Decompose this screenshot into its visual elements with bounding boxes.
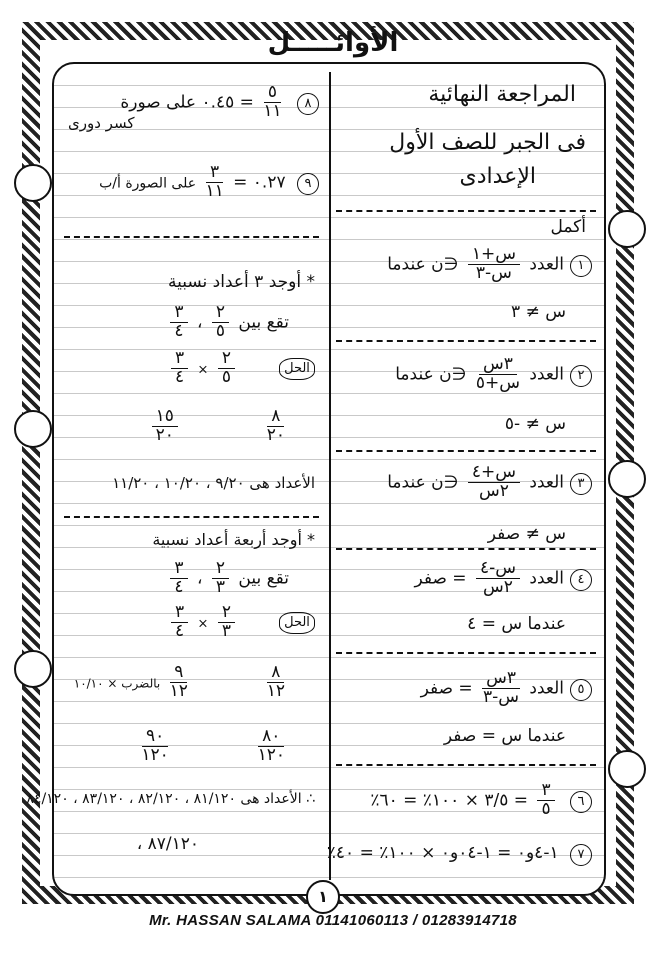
section-divider: [336, 652, 596, 654]
answer-5: عندما س = صفر: [443, 726, 566, 746]
right-column: [326, 64, 596, 894]
task-2-line-1: * أوجد أربعة أعداد نسبية: [152, 530, 315, 549]
footer-contact: Mr. HASSAN SALAMA 01141060113 / 01283914718: [149, 912, 517, 929]
section-divider: [64, 236, 319, 238]
section-divider: [336, 340, 596, 342]
question-9: ٩ ٠.٢٧ = $\frac{٣}{١١}$ على الصورة أ/ب: [99, 164, 319, 201]
solution-2-last: ٨٧/١٢٠ ،: [136, 834, 199, 854]
solution-1-row: $\frac{٨}{٢٠}$ $\frac{١٥}{٢٠}$: [148, 408, 289, 445]
binder-hole: [14, 650, 52, 688]
column-divider: [329, 72, 331, 880]
section-divider: [336, 764, 596, 766]
answer-2: س ≠ -٥: [504, 414, 566, 434]
intro-label: أكمل: [550, 217, 586, 237]
solution-2-row-1: $\frac{٨}{١٢}$ $\frac{٩}{١٢}$ بالضرب × ١٠/١٠: [73, 662, 285, 701]
section-divider: [336, 210, 596, 212]
answer-4: عندما س = ٤: [467, 614, 566, 634]
question-6: ٦ $\frac{٣}{٥}$ = ٣/٥ × ١٠٠٪ = ٦٠٪: [370, 782, 592, 819]
binder-hole: [608, 460, 646, 498]
solution-2-label: الحل: [273, 612, 315, 634]
solution-2-cross: $\frac{٢}{٣}$ ⨯ $\frac{٣}{٤}$: [167, 604, 239, 641]
question-2: ٢العدد $\frac{\text{٣س}}{\text{س+٥}}$ ∈ن عندما: [395, 356, 592, 393]
binder-hole: [608, 750, 646, 788]
solution-1-label: الحل: [273, 358, 315, 380]
title-line-3: الإعدادى: [459, 164, 536, 189]
solution-1-result: الأعداد هى ٩/٢٠ ، ١٠/٢٠ ، ١١/٢٠: [112, 474, 315, 492]
question-3: ٣العدد $\frac{\text{س+٤}}{\text{٢س}}$ ∈ن عندما: [387, 464, 592, 501]
solution-2-result: ∴ الأعداد هى ٨١/١٢٠ ، ٨٢/١٢٠ ، ٨٣/١٢٠ ، ٨٤/١٢٠: [26, 791, 315, 807]
question-7: ٧ ١-٤و٠ = ١-٠٤و٠ × ١٠٠٪ = ٤٠٪: [327, 844, 592, 866]
section-divider: [64, 516, 319, 518]
question-4: ٤العدد $\frac{\text{س-٤}}{\text{٢س}}$ = صفر: [414, 560, 592, 597]
question-8: ٨ $\frac{٥}{١١}$ = ٠.٤٥ على صورة: [120, 84, 319, 121]
section-divider: [336, 548, 596, 550]
section-divider: [336, 450, 596, 452]
binder-hole: [14, 410, 52, 448]
task-2-line-2: تقع بين $\frac{٢}{٣}$ ، $\frac{٣}{٤}$: [166, 560, 289, 597]
answer-1: س ≠ ٣: [511, 302, 566, 322]
q8-note: كسر دورى: [68, 114, 135, 132]
page-number: ١: [306, 880, 340, 914]
solution-2-row-2: $\frac{٨٠}{١٢٠}$ $\frac{٩٠}{١٢٠}$: [141, 726, 285, 765]
answer-3: س ≠ صفر: [487, 524, 566, 544]
task-1-line-2: تقع بين $\frac{٢}{٥}$ ، $\frac{٣}{٤}$: [166, 304, 289, 341]
notebook-sheet: [26, 62, 606, 896]
left-column: [26, 64, 319, 894]
binder-hole: [14, 164, 52, 202]
solution-1-cross: $\frac{٢}{٥}$ ⨯ $\frac{٣}{٤}$: [167, 350, 239, 387]
question-5: ٥العدد $\frac{\text{٣س}}{\text{س-٣}}$ = صفر: [421, 670, 592, 707]
task-1-line-1: * أوجد ٣ أعداد نسبية: [168, 272, 315, 292]
title-line-2: فى الجبر للصف الأول: [389, 130, 586, 155]
question-1: ١العدد $\frac{\text{س+١}}{\text{س-٣}}$ ∈ن عندما: [387, 246, 592, 283]
title-line-1: المراجعة النهائية: [428, 82, 576, 107]
binder-hole: [608, 210, 646, 248]
page-title: الأوائـــــل: [267, 28, 399, 58]
